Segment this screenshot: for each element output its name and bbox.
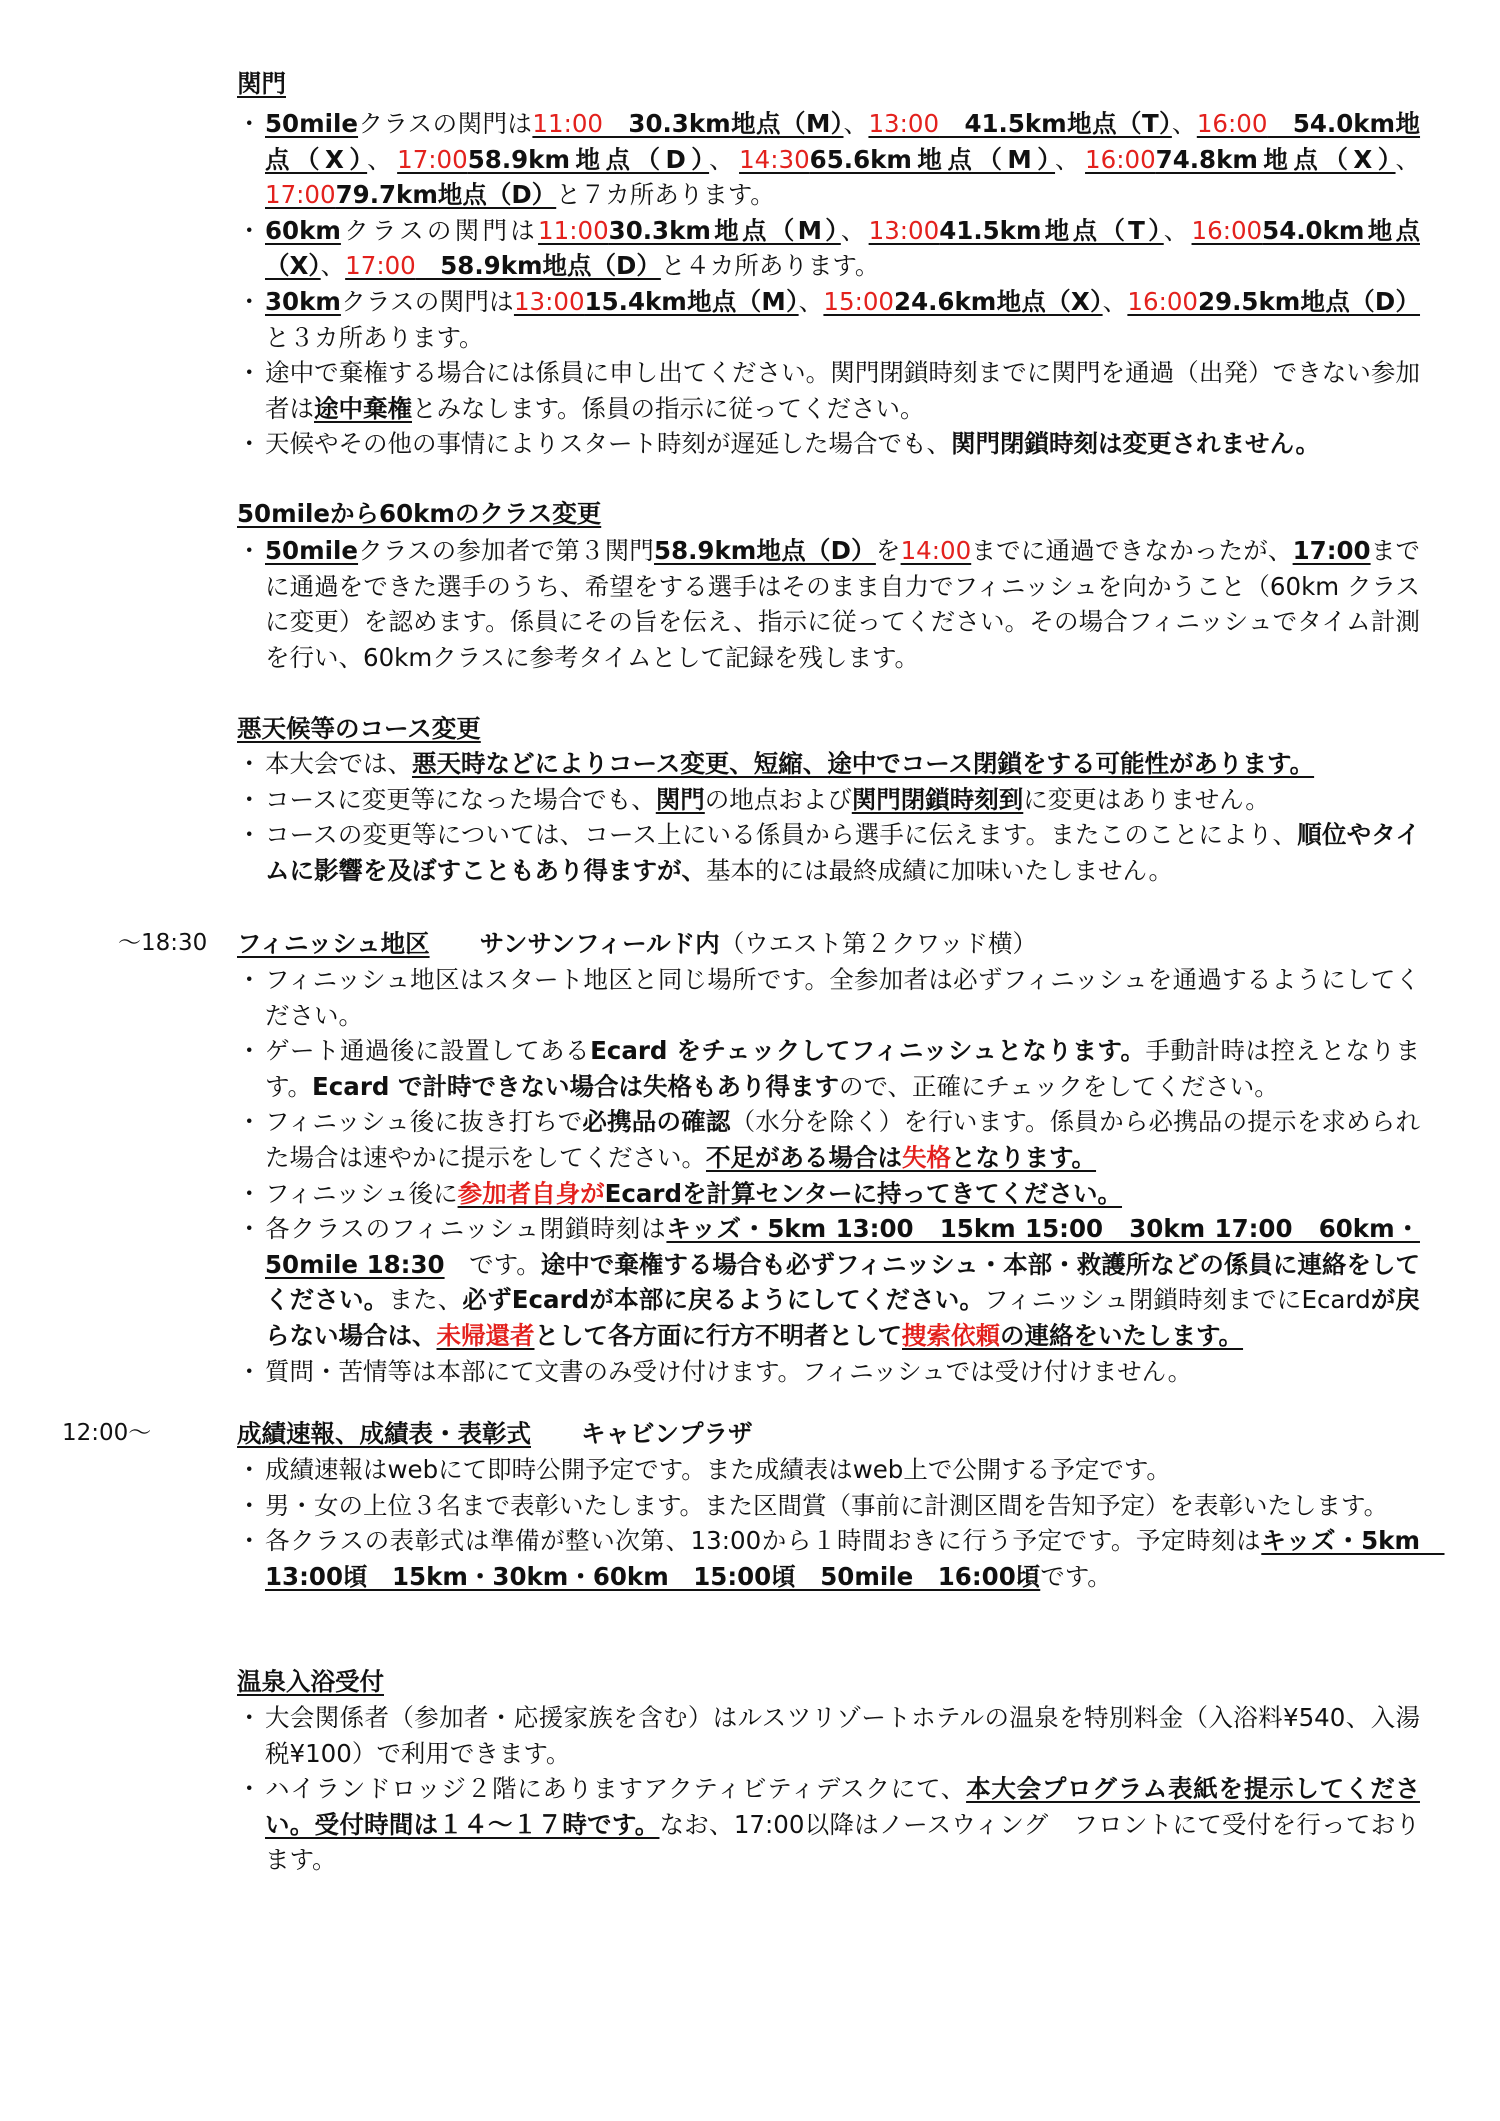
- text-run: 16:00: [1191, 215, 1263, 245]
- venue-results: キャビンプラザ: [581, 1419, 753, 1448]
- text-run: に変更はありません。: [1023, 784, 1270, 814]
- text-run: キッズ・5km 13:00頃 15km・30km・60km 15:00頃 50mile 16:00頃: [265, 1526, 1445, 1591]
- text-run: 58.9km地点（D）: [467, 144, 710, 174]
- text-run: 17:00: [1292, 536, 1371, 565]
- text-run: 各クラスの表彰式は準備が整い次第、13:00から１時間おきに行う予定です。予定時刻は: [265, 1526, 1262, 1556]
- text-run: 14:30: [739, 144, 810, 174]
- list-item: [237, 1452, 1420, 1488]
- text-run: 未帰還者: [436, 1320, 535, 1350]
- text-run: が戻らない場合は、: [265, 1285, 1420, 1350]
- time-finish: 〜18:30: [118, 930, 208, 956]
- text-run: 79.7km地点（D）: [335, 180, 557, 210]
- text-run: 13:00: [868, 215, 940, 245]
- text-run: と３カ所あります。: [265, 322, 484, 352]
- text-run: ので、正確にチェックをしてください。: [839, 1071, 1279, 1101]
- heading-results: 成績速報、成績表・表彰式 キャビンプラザ: [237, 1419, 753, 1448]
- text-run: 58.9km地点（D）: [654, 536, 876, 565]
- text-run: 24.6km地点（X）: [894, 286, 1103, 316]
- text-run: 必携品の確認: [582, 1107, 731, 1137]
- list-class-change: [237, 533, 1420, 675]
- text-run: 30km: [265, 286, 341, 316]
- list-results: [237, 1452, 1445, 1594]
- text-run: 順位やタイムに影響を及ぼすこともあり得ますが、: [265, 820, 1420, 885]
- text-run: 29.5km地点（D）: [1198, 286, 1421, 316]
- list-course-change: [237, 746, 1420, 888]
- text-run: Ecard をチェックしてフィニッシュとなります。: [590, 1036, 1146, 1066]
- text-run: 、: [367, 144, 398, 174]
- text-run: 関門: [655, 784, 705, 814]
- list-item: [237, 782, 1420, 818]
- text-run: （水分を除く）を行います。係員から必携品の提示を求められた場合は速やかに提示をしてください。: [265, 1107, 1421, 1172]
- text-run: 基本的には最終成績に加味いたしません。: [706, 855, 1173, 885]
- text-run: 14:00: [900, 536, 972, 565]
- text-run: 58.9km地点（D）: [415, 251, 661, 281]
- text-run: 50mile: [265, 536, 359, 565]
- text-run: 11:00: [532, 109, 603, 138]
- text-run: 途中で棄権する場合には係員に申し出てください。関門閉鎖時刻までに関門を通過（出発）できない参加者は: [265, 358, 1420, 423]
- text-run: の地点および: [704, 784, 852, 814]
- venue-note-finish: （ウエスト第２クワッド横）: [719, 929, 1037, 958]
- text-run: 、: [798, 286, 824, 316]
- text-run: 30.3km地点（M）: [608, 215, 841, 245]
- list-item: [237, 1488, 1420, 1524]
- text-run: Ecardを計算センターに持ってきてください。: [604, 1178, 1123, 1208]
- text-run: 、: [320, 251, 346, 281]
- text-run: クラスの関門は: [340, 286, 514, 316]
- text-run: 男・女の上位３名まで表彰いたします。また区間賞（事前に計測区間を告知予定）を表彰いたします。: [265, 1490, 1389, 1520]
- list-item: [237, 355, 1420, 426]
- text-run: クラスの参加者で第３関門: [358, 536, 655, 565]
- list-item: [237, 1771, 1420, 1878]
- list-item: [237, 213, 1420, 284]
- text-run: フィニッシュ後に: [265, 1178, 458, 1208]
- list-item: [237, 1176, 1420, 1212]
- text-run: を: [875, 536, 901, 565]
- text-run: 、: [1163, 215, 1192, 245]
- text-run: 質問・苦情等は本部にて文書のみ受け付けます。フィニッシュでは受け付けません。: [265, 1356, 1193, 1386]
- list-item: [237, 962, 1420, 1033]
- text-run: フィニッシュ地区はスタート地区と同じ場所です。全参加者は必ずフィニッシュを通過するようにしてください。: [265, 965, 1420, 1030]
- text-run: です。: [444, 1249, 541, 1279]
- text-run: 41.5km地点（T）: [939, 109, 1172, 138]
- text-run: フィニッシュ閉鎖時刻までにEcard: [984, 1285, 1371, 1315]
- text-run: また、: [388, 1285, 463, 1315]
- text-run: 手動計時は控えとなります。: [265, 1036, 1421, 1101]
- text-run: 15.4km地点（M）: [584, 286, 799, 316]
- text-run: コースに変更等になった場合でも、: [265, 784, 656, 814]
- text-run: となります。: [951, 1142, 1097, 1172]
- text-run: 16:00: [1085, 144, 1156, 174]
- text-run: です。: [1040, 1561, 1112, 1591]
- text-run: フィニッシュ後に抜き打ちで: [265, 1107, 583, 1137]
- venue-finish: サンサンフィールド内: [479, 929, 720, 958]
- text-run: までに通過できなかったが、: [971, 536, 1293, 565]
- list-item: [237, 1523, 1445, 1594]
- text-run: 74.8km地点（X）: [1155, 144, 1396, 174]
- text-run: 50mile: [265, 109, 359, 138]
- list-item: [237, 1104, 1420, 1175]
- text-run: 関門閉鎖時刻到: [851, 784, 1024, 814]
- text-run: ゲート通過後に設置してある: [265, 1036, 591, 1066]
- text-run: として各方面に行方不明者として: [534, 1320, 902, 1350]
- heading-course-change: 悪天候等のコース変更: [237, 714, 481, 743]
- text-run: 13:00: [868, 109, 940, 138]
- list-onsen: [237, 1700, 1420, 1878]
- text-run: キッズ・5km 13:00 15km 15:00 30km 17:00 60km・50mile 18:30: [265, 1214, 1420, 1279]
- text-run: 16:00: [1127, 286, 1198, 316]
- text-run: 54.0km地点（X）: [265, 109, 1421, 174]
- text-run: 、: [709, 144, 740, 174]
- time-results: 12:00〜: [62, 1420, 152, 1446]
- text-run: 悪天時などによりコース変更、短縮、途中でコース閉鎖をする可能性があります。: [412, 749, 1315, 778]
- text-run: 、: [1171, 109, 1197, 138]
- text-run: クラスの関門は: [358, 109, 533, 138]
- text-run: の連絡をいたします。: [1000, 1320, 1244, 1350]
- heading-onsen: 温泉入浴受付: [237, 1667, 384, 1696]
- text-run: 途中棄権: [314, 393, 412, 423]
- text-run: と７カ所あります。: [556, 180, 775, 210]
- list-item: [237, 533, 1420, 675]
- text-run: 本大会では、: [265, 749, 412, 778]
- text-run: クラスの関門は: [340, 215, 539, 245]
- text-run: とみなします。係員の指示に従ってください。: [412, 393, 925, 423]
- list-item: [237, 1033, 1420, 1104]
- text-run: 17:00: [345, 251, 416, 281]
- list-checkpoints: [237, 106, 1420, 462]
- text-run: 17:00: [265, 180, 336, 210]
- text-run: 、: [1395, 144, 1421, 174]
- text-run: 41.5km地点（T）: [939, 215, 1164, 245]
- text-run: 本大会プログラム表紙を提示してください。受付時間は１４～１７時です。: [265, 1774, 1420, 1839]
- text-run: 天候やその他の事情によりスタート時刻が遅延した場合でも、: [265, 429, 951, 459]
- list-item: [237, 1700, 1420, 1771]
- text-run: 15:00: [823, 286, 895, 316]
- text-run: 、: [1102, 286, 1128, 316]
- heading-finish: フィニッシュ地区 サンサンフィールド内（ウエスト第２クワッド横）: [237, 929, 1037, 958]
- text-run: 16:00: [1196, 109, 1268, 138]
- text-run: 失格: [902, 1142, 951, 1172]
- list-item: [237, 746, 1420, 782]
- text-run: 必ずEcardが本部に戻るようにしてください。: [462, 1285, 985, 1315]
- text-run: 54.0km地点（X）: [265, 215, 1420, 281]
- text-run: 大会関係者（参加者・応援家族を含む）はルスツリゾートホテルの温泉を特別料金（入浴料¥540、入湯税¥100）で利用できます。: [265, 1703, 1420, 1768]
- text-run: 65.6km地点（M）: [809, 144, 1056, 174]
- text-run: 30.3km地点（M）: [603, 109, 844, 138]
- text-run: なお、17:00以降はノースウィング フロントにて受付を行っております。: [265, 1809, 1420, 1875]
- text-run: ハイランドロッジ２階にありますアクティビティデスクにて、: [265, 1774, 967, 1804]
- text-run: Ecard で計時できない場合は失格もあり得ます: [312, 1071, 839, 1101]
- list-item: [237, 1354, 1420, 1390]
- text-run: 各クラスのフィニッシュ閉鎖時刻は: [265, 1214, 667, 1244]
- list-item: [237, 817, 1420, 888]
- text-run: 60km: [265, 215, 341, 245]
- list-item: [237, 284, 1420, 355]
- text-run: コースの変更等については、コース上にいる係員から選手に伝えます。またこのことにより、: [265, 820, 1298, 850]
- text-run: 17:00: [397, 144, 468, 174]
- heading-checkpoints: 関門: [237, 69, 286, 98]
- list-item: [237, 1211, 1420, 1353]
- list-item: [237, 106, 1420, 213]
- text-run: と４カ所あります。: [660, 251, 880, 281]
- text-run: 、: [840, 215, 869, 245]
- text-run: 、: [843, 109, 869, 138]
- heading-class-change: 50mileから60kmのクラス変更: [237, 499, 602, 528]
- text-run: 途中で棄権する場合も必ずフィニッシュ・本部・救護所などの係員に連絡をしてください。: [265, 1249, 1420, 1315]
- text-run: 不足がある場合は: [706, 1142, 902, 1172]
- text-run: 成績速報はwebにて即時公開予定です。また成績表はweb上で公開する予定です。: [265, 1455, 1171, 1484]
- text-run: 参加者自身が: [457, 1178, 605, 1208]
- text-run: までに通過をできた選手のうち、希望をする選手はそのまま自力でフィニッシュを向かうこと（60km クラスに変更）を認めます。係員にその旨を伝え、指示に従ってください。その場合フィニッシュでタイム計測を行い、60kmクラスに参考タイムとして記録を残します。: [265, 536, 1421, 672]
- text-run: 11:00: [538, 215, 609, 245]
- text-run: 、: [1055, 144, 1086, 174]
- list-finish: [237, 962, 1420, 1389]
- text-run: 捜索依頼: [902, 1320, 1000, 1350]
- list-item: [237, 426, 1420, 462]
- text-run: 13:00: [513, 286, 585, 316]
- text-run: 関門閉鎖時刻は変更されません。: [951, 429, 1320, 459]
